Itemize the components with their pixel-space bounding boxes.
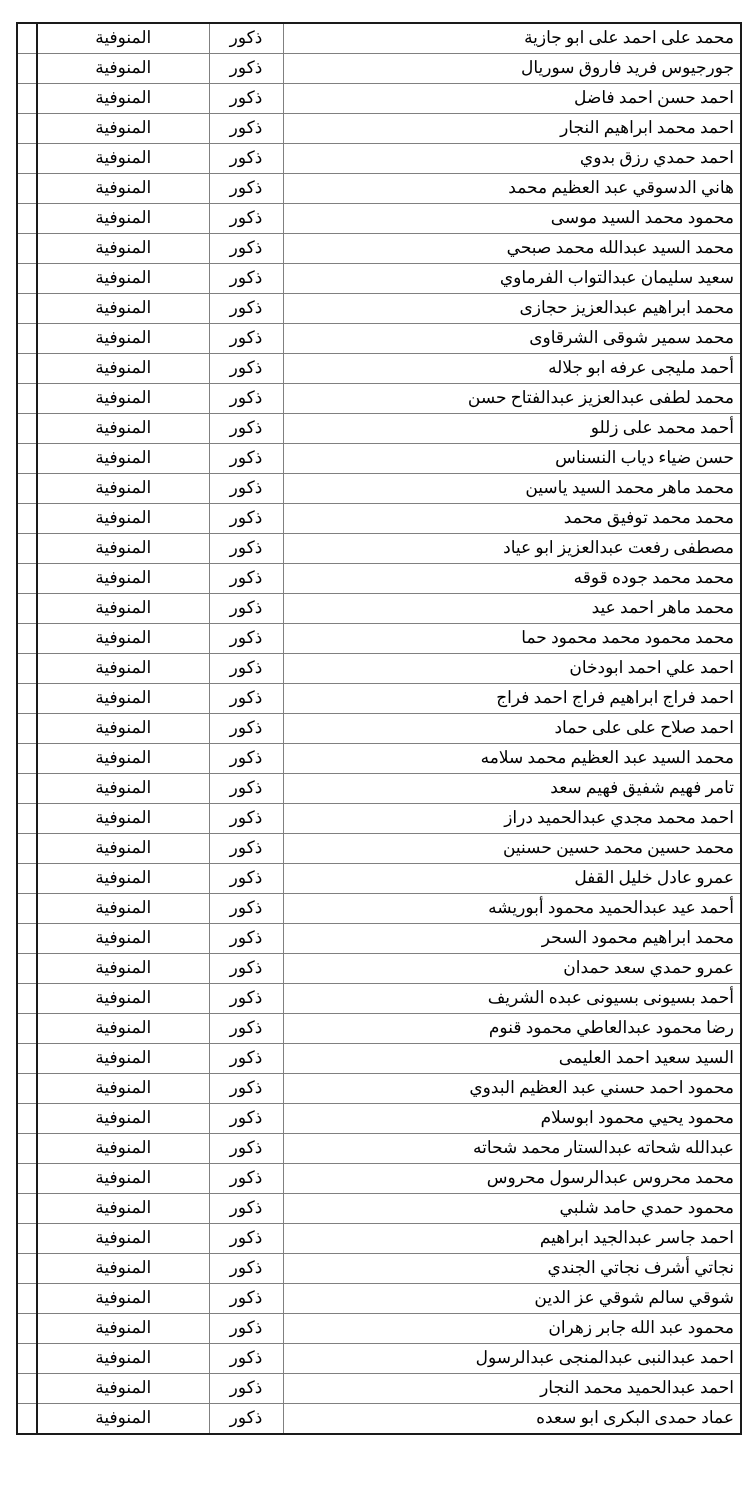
table-row bbox=[17, 144, 741, 174]
cell-empty bbox=[17, 23, 37, 54]
cell-full-name: أحمد محمد على زللو bbox=[283, 414, 741, 444]
cell-empty bbox=[17, 1104, 37, 1134]
table-row bbox=[17, 714, 741, 744]
cell-gender: ذكور bbox=[209, 1044, 283, 1074]
cell-gender: ذكور bbox=[209, 1074, 283, 1104]
cell-full-name: عمرو حمدي سعد حمدان bbox=[283, 954, 741, 984]
cell-empty bbox=[17, 894, 37, 924]
table-row bbox=[17, 174, 741, 204]
cell-empty bbox=[17, 924, 37, 954]
table-row bbox=[17, 1314, 741, 1344]
cell-empty bbox=[17, 774, 37, 804]
cell-gender: ذكور bbox=[209, 954, 283, 984]
cell-gender: ذكور bbox=[209, 1224, 283, 1254]
cell-governorate: المنوفية bbox=[37, 264, 209, 294]
table-row bbox=[17, 624, 741, 654]
cell-governorate: المنوفية bbox=[37, 924, 209, 954]
cell-gender: ذكور bbox=[209, 1254, 283, 1284]
cell-governorate: المنوفية bbox=[37, 684, 209, 714]
cell-governorate: المنوفية bbox=[37, 624, 209, 654]
names-table bbox=[16, 22, 742, 1435]
cell-gender: ذكور bbox=[209, 1194, 283, 1224]
cell-governorate: المنوفية bbox=[37, 714, 209, 744]
cell-gender: ذكور bbox=[209, 1164, 283, 1194]
cell-gender: ذكور bbox=[209, 1284, 283, 1314]
cell-full-name: محمد محمد جوده قوقه bbox=[283, 564, 741, 594]
table-row bbox=[17, 384, 741, 414]
cell-gender: ذكور bbox=[209, 54, 283, 84]
cell-gender: ذكور bbox=[209, 534, 283, 564]
cell-empty bbox=[17, 1254, 37, 1284]
cell-governorate: المنوفية bbox=[37, 174, 209, 204]
cell-governorate: المنوفية bbox=[37, 1164, 209, 1194]
cell-empty bbox=[17, 84, 37, 114]
cell-gender: ذكور bbox=[209, 1134, 283, 1164]
table-row bbox=[17, 534, 741, 564]
table-row bbox=[17, 1374, 741, 1404]
cell-full-name: محمد محمود محمد محمود حما bbox=[283, 624, 741, 654]
cell-empty bbox=[17, 984, 37, 1014]
cell-full-name: محمد لطفى عبدالعزيز عبدالفتاح حسن bbox=[283, 384, 741, 414]
cell-empty bbox=[17, 744, 37, 774]
table-row bbox=[17, 894, 741, 924]
cell-gender: ذكور bbox=[209, 984, 283, 1014]
table-row bbox=[17, 1224, 741, 1254]
table-row bbox=[17, 474, 741, 504]
cell-governorate: المنوفية bbox=[37, 204, 209, 234]
cell-governorate: المنوفية bbox=[37, 1014, 209, 1044]
cell-gender: ذكور bbox=[209, 1014, 283, 1044]
cell-gender: ذكور bbox=[209, 684, 283, 714]
cell-gender: ذكور bbox=[209, 204, 283, 234]
cell-empty bbox=[17, 804, 37, 834]
cell-empty bbox=[17, 954, 37, 984]
cell-empty bbox=[17, 864, 37, 894]
table-row bbox=[17, 204, 741, 234]
cell-empty bbox=[17, 1194, 37, 1224]
cell-governorate: المنوفية bbox=[37, 594, 209, 624]
cell-gender: ذكور bbox=[209, 84, 283, 114]
cell-full-name: حسن ضياء دياب النسناس bbox=[283, 444, 741, 474]
table-row bbox=[17, 1284, 741, 1314]
table-row bbox=[17, 1104, 741, 1134]
cell-governorate: المنوفية bbox=[37, 504, 209, 534]
cell-gender: ذكور bbox=[209, 564, 283, 594]
cell-empty bbox=[17, 1344, 37, 1374]
cell-governorate: المنوفية bbox=[37, 864, 209, 894]
cell-full-name: أحمد بسيونى بسيونى عبده الشريف bbox=[283, 984, 741, 1014]
cell-full-name: عماد حمدى البكرى ابو سعده bbox=[283, 1404, 741, 1435]
cell-empty bbox=[17, 1014, 37, 1044]
cell-governorate: المنوفية bbox=[37, 474, 209, 504]
cell-governorate: المنوفية bbox=[37, 954, 209, 984]
cell-gender: ذكور bbox=[209, 654, 283, 684]
cell-gender: ذكور bbox=[209, 474, 283, 504]
cell-governorate: المنوفية bbox=[37, 1404, 209, 1435]
cell-governorate: المنوفية bbox=[37, 654, 209, 684]
cell-full-name: مصطفى رفعت عبدالعزيز ابو عياد bbox=[283, 534, 741, 564]
table-row bbox=[17, 264, 741, 294]
cell-gender: ذكور bbox=[209, 1104, 283, 1134]
table-row bbox=[17, 54, 741, 84]
cell-full-name: محمود يحيي محمود ابوسلام bbox=[283, 1104, 741, 1134]
table-row bbox=[17, 114, 741, 144]
cell-gender: ذكور bbox=[209, 444, 283, 474]
cell-empty bbox=[17, 1074, 37, 1104]
cell-empty bbox=[17, 834, 37, 864]
cell-gender: ذكور bbox=[209, 414, 283, 444]
cell-gender: ذكور bbox=[209, 114, 283, 144]
cell-full-name: عبدالله شحاته عبدالستار محمد شحاته bbox=[283, 1134, 741, 1164]
cell-full-name: محمد محروس عبدالرسول محروس bbox=[283, 1164, 741, 1194]
cell-empty bbox=[17, 654, 37, 684]
cell-gender: ذكور bbox=[209, 1314, 283, 1344]
table-row bbox=[17, 324, 741, 354]
cell-empty bbox=[17, 264, 37, 294]
cell-full-name: محمد السيد عبد العظيم محمد سلامه bbox=[283, 744, 741, 774]
cell-governorate: المنوفية bbox=[37, 354, 209, 384]
cell-governorate: المنوفية bbox=[37, 1344, 209, 1374]
cell-governorate: المنوفية bbox=[37, 54, 209, 84]
cell-empty bbox=[17, 324, 37, 354]
cell-gender: ذكور bbox=[209, 234, 283, 264]
cell-governorate: المنوفية bbox=[37, 1074, 209, 1104]
cell-governorate: المنوفية bbox=[37, 1194, 209, 1224]
cell-governorate: المنوفية bbox=[37, 444, 209, 474]
table-row bbox=[17, 504, 741, 534]
cell-governorate: المنوفية bbox=[37, 384, 209, 414]
cell-governorate: المنوفية bbox=[37, 774, 209, 804]
cell-governorate: المنوفية bbox=[37, 1044, 209, 1074]
cell-empty bbox=[17, 624, 37, 654]
cell-governorate: المنوفية bbox=[37, 1224, 209, 1254]
cell-full-name: محمد ابراهيم عبدالعزيز حجازى bbox=[283, 294, 741, 324]
table-row bbox=[17, 1134, 741, 1164]
table-row bbox=[17, 1014, 741, 1044]
cell-gender: ذكور bbox=[209, 834, 283, 864]
cell-empty bbox=[17, 1284, 37, 1314]
cell-gender: ذكور bbox=[209, 264, 283, 294]
cell-full-name: عمرو عادل خليل القفل bbox=[283, 864, 741, 894]
cell-empty bbox=[17, 174, 37, 204]
cell-empty bbox=[17, 144, 37, 174]
cell-empty bbox=[17, 714, 37, 744]
table-row bbox=[17, 1194, 741, 1224]
cell-empty bbox=[17, 414, 37, 444]
table-row bbox=[17, 1254, 741, 1284]
cell-full-name: احمد حسن احمد فاضل bbox=[283, 84, 741, 114]
cell-full-name: هاني الدسوقي عبد العظيم محمد bbox=[283, 174, 741, 204]
table-row bbox=[17, 804, 741, 834]
cell-full-name: محمود احمد حسني عبد العظيم البدوي bbox=[283, 1074, 741, 1104]
cell-gender: ذكور bbox=[209, 294, 283, 324]
cell-gender: ذكور bbox=[209, 624, 283, 654]
cell-gender: ذكور bbox=[209, 804, 283, 834]
cell-empty bbox=[17, 294, 37, 324]
cell-gender: ذكور bbox=[209, 774, 283, 804]
cell-full-name: احمد صلاح على على حماد bbox=[283, 714, 741, 744]
cell-gender: ذكور bbox=[209, 354, 283, 384]
cell-full-name: محمد محمد توفيق محمد bbox=[283, 504, 741, 534]
cell-governorate: المنوفية bbox=[37, 534, 209, 564]
table-row bbox=[17, 234, 741, 264]
table-row bbox=[17, 654, 741, 684]
table-row bbox=[17, 1344, 741, 1374]
cell-governorate: المنوفية bbox=[37, 1254, 209, 1284]
cell-empty bbox=[17, 1404, 37, 1435]
cell-empty bbox=[17, 234, 37, 264]
cell-gender: ذكور bbox=[209, 384, 283, 414]
cell-empty bbox=[17, 1224, 37, 1254]
cell-governorate: المنوفية bbox=[37, 114, 209, 144]
cell-full-name: جورجيوس فريد فاروق سوريال bbox=[283, 54, 741, 84]
table-row bbox=[17, 954, 741, 984]
cell-full-name: محمود عبد الله جابر زهران bbox=[283, 1314, 741, 1344]
table-row bbox=[17, 744, 741, 774]
table-row bbox=[17, 1074, 741, 1104]
table-row bbox=[17, 864, 741, 894]
table-row bbox=[17, 564, 741, 594]
table-row bbox=[17, 84, 741, 114]
cell-full-name: احمد محمد ابراهيم النجار bbox=[283, 114, 741, 144]
cell-full-name: احمد عبدالنبى عبدالمنجى عبدالرسول bbox=[283, 1344, 741, 1374]
cell-governorate: المنوفية bbox=[37, 1374, 209, 1404]
cell-full-name: احمد جاسر عبدالجيد ابراهيم bbox=[283, 1224, 741, 1254]
cell-empty bbox=[17, 384, 37, 414]
cell-full-name: احمد علي احمد ابودخان bbox=[283, 654, 741, 684]
cell-full-name: أحمد عيد عبدالحميد محمود أبوريشه bbox=[283, 894, 741, 924]
cell-gender: ذكور bbox=[209, 744, 283, 774]
cell-empty bbox=[17, 1314, 37, 1344]
cell-governorate: المنوفية bbox=[37, 1104, 209, 1134]
names-table-body bbox=[17, 23, 741, 1434]
cell-full-name: السيد سعيد احمد العليمى bbox=[283, 1044, 741, 1074]
cell-governorate: المنوفية bbox=[37, 1134, 209, 1164]
cell-gender: ذكور bbox=[209, 23, 283, 54]
cell-full-name: سعيد سليمان عبدالتواب الفرماوي bbox=[283, 264, 741, 294]
cell-full-name: محمد على احمد على ابو جازية bbox=[283, 23, 741, 54]
cell-full-name: تامر فهيم شفيق فهيم سعد bbox=[283, 774, 741, 804]
cell-gender: ذكور bbox=[209, 324, 283, 354]
cell-full-name: محمود محمد السيد موسى bbox=[283, 204, 741, 234]
table-row bbox=[17, 294, 741, 324]
table-row bbox=[17, 1044, 741, 1074]
cell-full-name: احمد عبدالحميد محمد النجار bbox=[283, 1374, 741, 1404]
cell-governorate: المنوفية bbox=[37, 564, 209, 594]
cell-full-name: احمد محمد مجدي عبدالحميد دراز bbox=[283, 804, 741, 834]
cell-empty bbox=[17, 114, 37, 144]
cell-governorate: المنوفية bbox=[37, 294, 209, 324]
cell-empty bbox=[17, 204, 37, 234]
cell-governorate: المنوفية bbox=[37, 23, 209, 54]
table-row bbox=[17, 774, 741, 804]
cell-empty bbox=[17, 1134, 37, 1164]
cell-full-name: احمد حمدي رزق بدوي bbox=[283, 144, 741, 174]
cell-empty bbox=[17, 444, 37, 474]
cell-full-name: محمد السيد عبدالله محمد صبحي bbox=[283, 234, 741, 264]
cell-gender: ذكور bbox=[209, 1344, 283, 1374]
cell-full-name: نجاتي أشرف نجاتي الجندي bbox=[283, 1254, 741, 1284]
cell-governorate: المنوفية bbox=[37, 234, 209, 264]
cell-gender: ذكور bbox=[209, 1374, 283, 1404]
cell-gender: ذكور bbox=[209, 924, 283, 954]
table-row bbox=[17, 354, 741, 384]
cell-governorate: المنوفية bbox=[37, 744, 209, 774]
cell-full-name: رضا محمود عبدالعاطي محمود قنوم bbox=[283, 1014, 741, 1044]
cell-governorate: المنوفية bbox=[37, 84, 209, 114]
table-row bbox=[17, 684, 741, 714]
cell-full-name: محمود حمدي حامد شلبي bbox=[283, 1194, 741, 1224]
cell-full-name: محمد حسين محمد حسين حسنين bbox=[283, 834, 741, 864]
cell-governorate: المنوفية bbox=[37, 324, 209, 354]
cell-governorate: المنوفية bbox=[37, 804, 209, 834]
table-row bbox=[17, 834, 741, 864]
cell-governorate: المنوفية bbox=[37, 834, 209, 864]
cell-full-name: محمد ابراهيم محمود السحر bbox=[283, 924, 741, 954]
table-row bbox=[17, 23, 741, 54]
table-row bbox=[17, 984, 741, 1014]
cell-empty bbox=[17, 504, 37, 534]
table-row bbox=[17, 1404, 741, 1435]
cell-gender: ذكور bbox=[209, 594, 283, 624]
cell-full-name: محمد ماهر احمد عيد bbox=[283, 594, 741, 624]
cell-governorate: المنوفية bbox=[37, 984, 209, 1014]
cell-gender: ذكور bbox=[209, 504, 283, 534]
cell-empty bbox=[17, 1374, 37, 1404]
table-row bbox=[17, 594, 741, 624]
cell-governorate: المنوفية bbox=[37, 414, 209, 444]
cell-empty bbox=[17, 684, 37, 714]
cell-empty bbox=[17, 474, 37, 504]
cell-gender: ذكور bbox=[209, 174, 283, 204]
cell-full-name: محمد ماهر محمد السيد ياسين bbox=[283, 474, 741, 504]
table-row bbox=[17, 924, 741, 954]
cell-governorate: المنوفية bbox=[37, 1314, 209, 1344]
cell-gender: ذكور bbox=[209, 714, 283, 744]
cell-gender: ذكور bbox=[209, 144, 283, 174]
cell-empty bbox=[17, 54, 37, 84]
cell-empty bbox=[17, 1044, 37, 1074]
cell-gender: ذكور bbox=[209, 864, 283, 894]
cell-gender: ذكور bbox=[209, 1404, 283, 1435]
cell-governorate: المنوفية bbox=[37, 894, 209, 924]
table-row bbox=[17, 444, 741, 474]
cell-gender: ذكور bbox=[209, 894, 283, 924]
cell-full-name: أحمد مليجى عرفه ابو جلاله bbox=[283, 354, 741, 384]
cell-empty bbox=[17, 534, 37, 564]
cell-full-name: احمد فراج ابراهيم فراج احمد فراج bbox=[283, 684, 741, 714]
cell-full-name: شوقي سالم شوقي عز الدين bbox=[283, 1284, 741, 1314]
cell-empty bbox=[17, 354, 37, 384]
cell-governorate: المنوفية bbox=[37, 1284, 209, 1314]
cell-full-name: محمد سمير شوقى الشرقاوى bbox=[283, 324, 741, 354]
cell-empty bbox=[17, 564, 37, 594]
cell-governorate: المنوفية bbox=[37, 144, 209, 174]
table-row bbox=[17, 414, 741, 444]
cell-empty bbox=[17, 1164, 37, 1194]
cell-empty bbox=[17, 594, 37, 624]
table-row bbox=[17, 1164, 741, 1194]
